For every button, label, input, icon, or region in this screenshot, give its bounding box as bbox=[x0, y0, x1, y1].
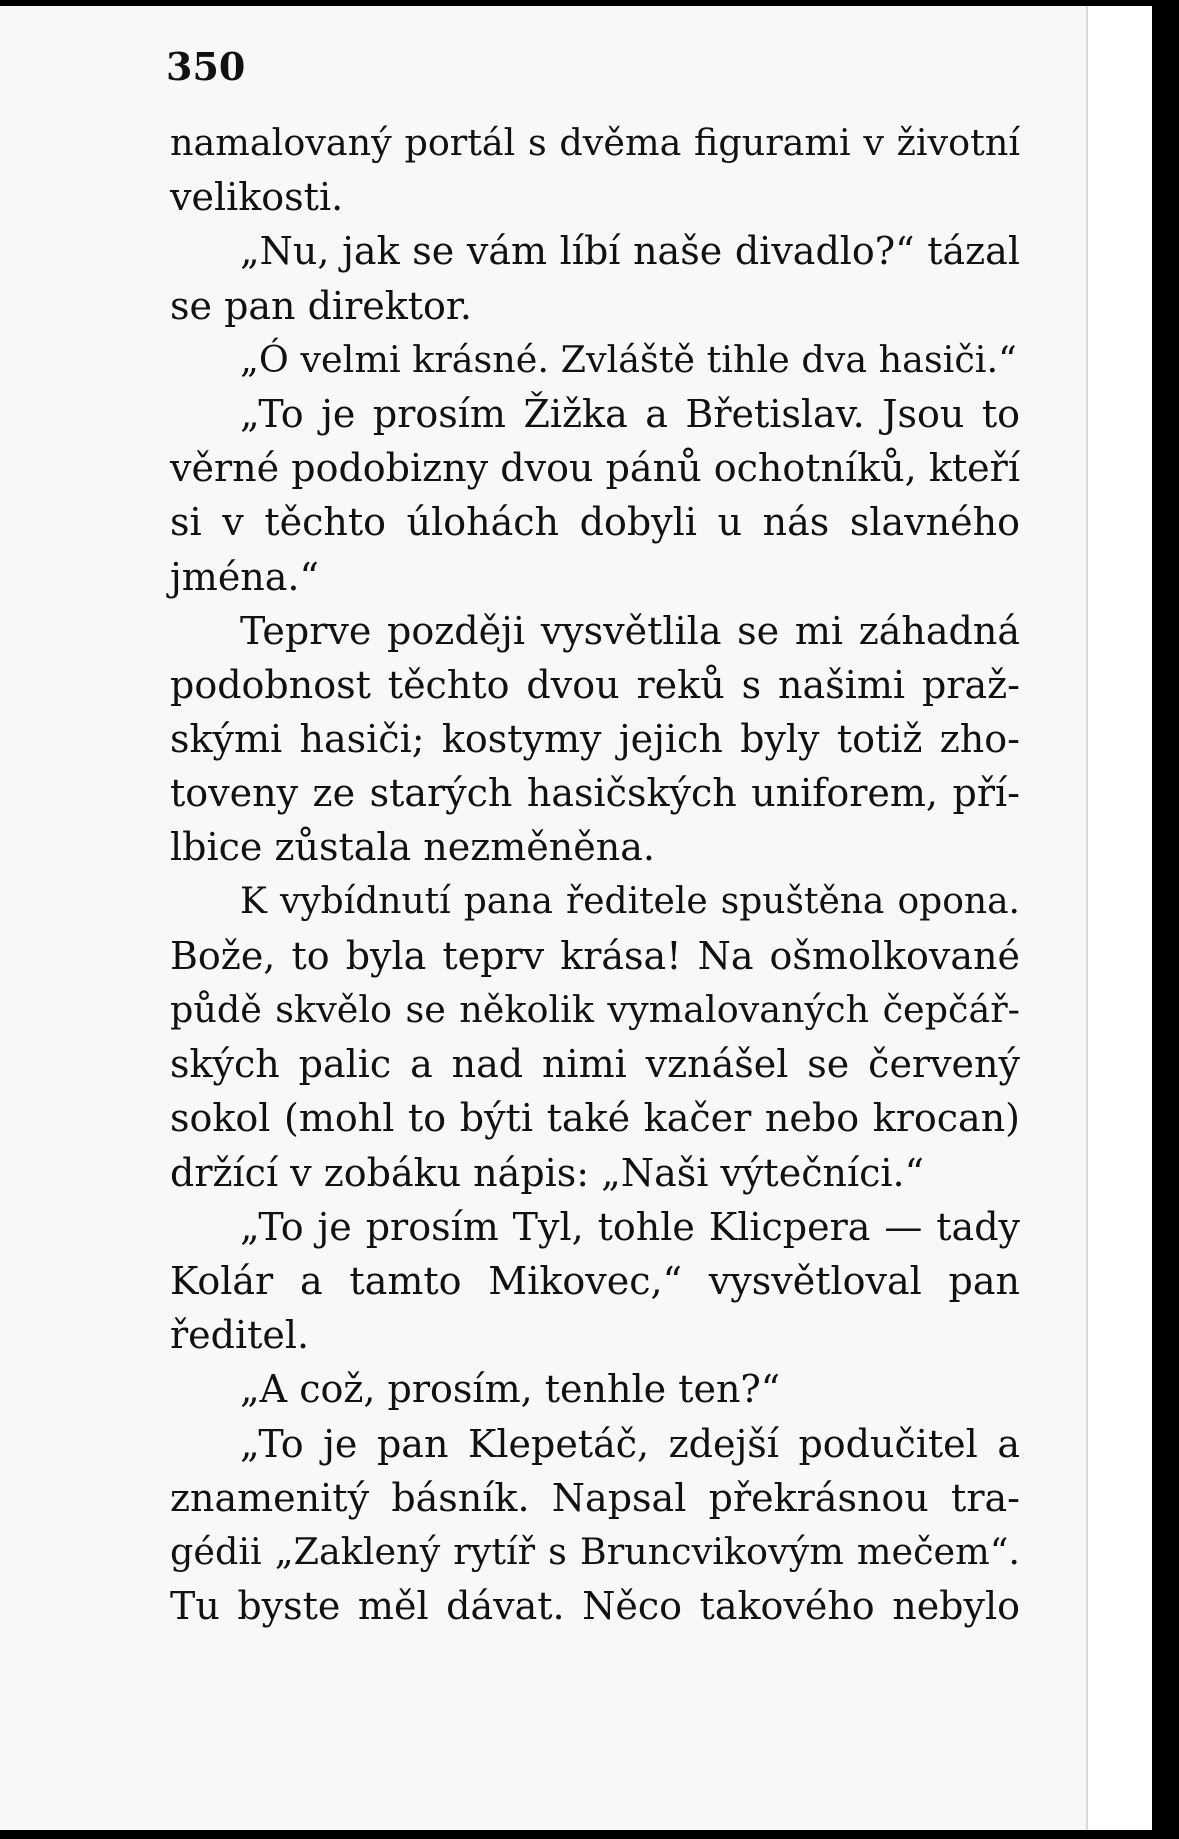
text-line: „To je pan Klepetáč, zdejší podučitel a bbox=[240, 1421, 1020, 1466]
text-line: lbice zůstala nezměněna. bbox=[170, 825, 655, 870]
text-line: ských palic a nad nimi vznášel se červený bbox=[170, 1042, 1020, 1087]
text-line: sokol (mohl to býti také kačer nebo krocan) bbox=[170, 1096, 1020, 1141]
body-text bbox=[170, 116, 1020, 1633]
text-line: velikosti. bbox=[170, 175, 344, 220]
text-line: „Nu, jak se vám líbí naše divadlo?“ tázal bbox=[240, 229, 1020, 274]
text-line: se pan direktor. bbox=[170, 283, 472, 328]
text-line: „To je prosím Žižka a Břetislav. Jsou to bbox=[240, 391, 1020, 436]
text-line: Kolár a tamto Mikovec,“ vysvětloval pan bbox=[170, 1258, 1020, 1303]
text-line: „A což, prosím, tenhle ten?“ bbox=[240, 1367, 781, 1412]
text-line: Tu byste měl dávat. Něco takového nebylo bbox=[170, 1584, 1020, 1629]
text-line: ředitel. bbox=[170, 1313, 310, 1358]
text-line: skými hasiči; kostymy jejich byly totiž zho- bbox=[170, 717, 1020, 762]
book-page bbox=[0, 6, 1152, 1830]
text-line: půdě skvělo se několik vymalovaných čepčář- bbox=[170, 988, 1020, 1031]
text-line: věrné podobizny dvou pánů ochotníků, kteří bbox=[170, 446, 1020, 491]
text-line: jména.“ bbox=[170, 554, 319, 599]
text-line: „Ó velmi krásné. Zvláště tihle dva hasiči.“ bbox=[240, 337, 1017, 381]
text-line: znamenitý básník. Napsal překrásnou tra- bbox=[170, 1475, 1020, 1520]
text-line: si v těchto úlohách dobyli u nás slavného bbox=[170, 500, 1020, 545]
page-number: 350 bbox=[166, 44, 246, 89]
text-line: toveny ze starých hasičských uniforem, pří- bbox=[170, 771, 1020, 816]
text-line: K vybídnutí pana ředitele spuštěna opona. bbox=[240, 880, 1020, 922]
text-line: „To je prosím Tyl, tohle Klicpera — tady bbox=[240, 1204, 1020, 1249]
text-line: držící v zobáku nápis: „Naši výtečníci.“ bbox=[170, 1150, 925, 1195]
text-line: gédii „Zaklený rytíř s Bruncvikovým mečem“. bbox=[170, 1529, 1020, 1573]
text-line: Bože, to byla teprv krása! Na ošmolkované bbox=[170, 933, 1020, 978]
text-line: Teprve později vysvětlila se mi záhadná bbox=[240, 608, 1020, 653]
text-line: podobnost těchto dvou reků s našimi praž- bbox=[170, 662, 1020, 707]
page-margin bbox=[1086, 6, 1152, 1830]
text-line: namalovaný portál s dvěma figurami v životní bbox=[170, 121, 1020, 164]
